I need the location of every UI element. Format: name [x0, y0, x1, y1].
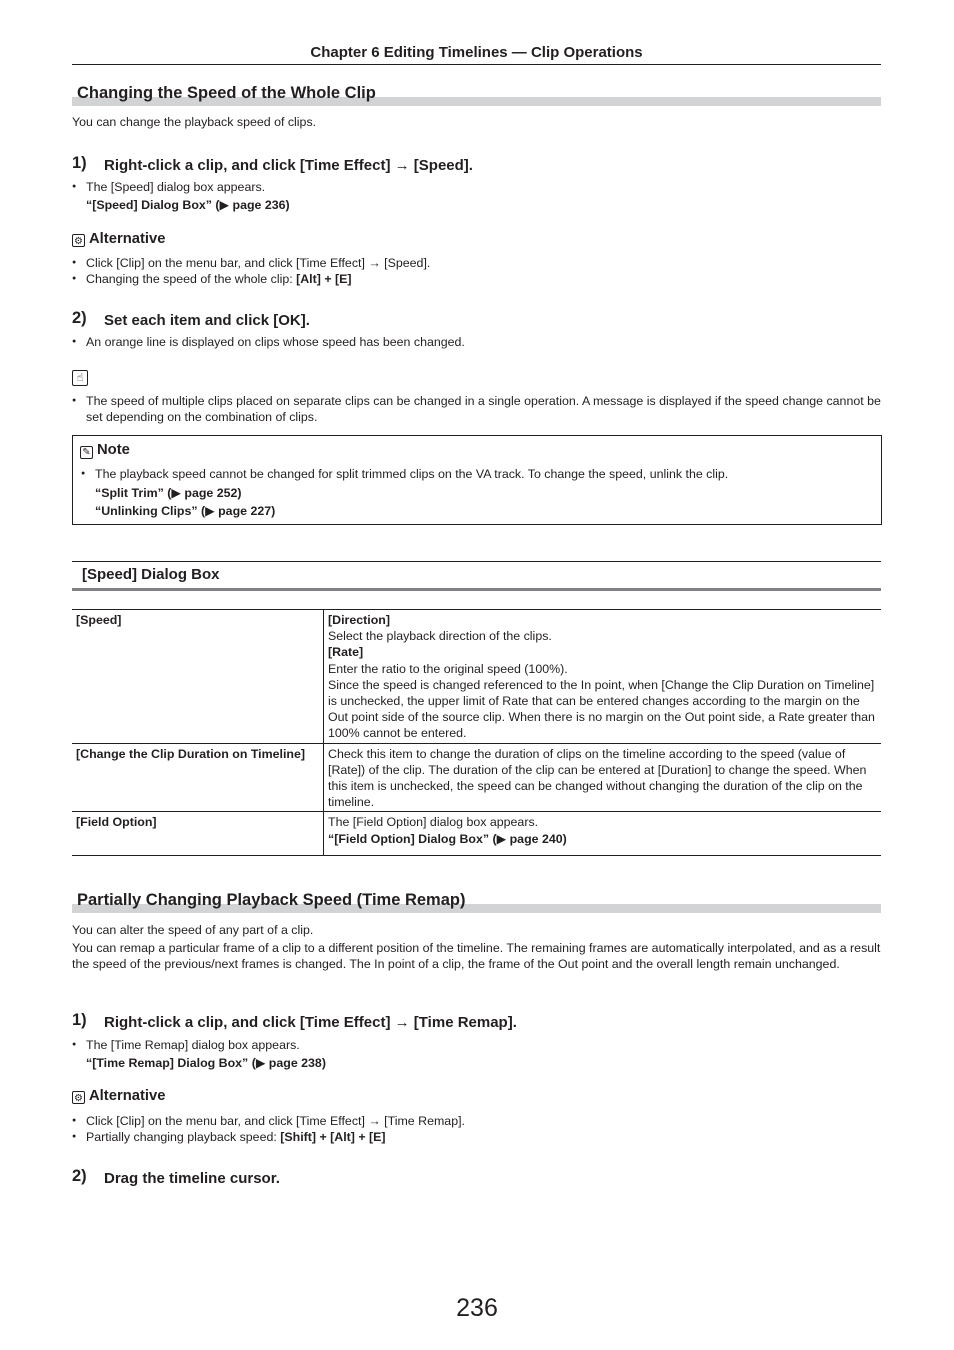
page-reference-link[interactable]: “[Time Remap] Dialog Box” (▶ page 238): [86, 1056, 326, 1070]
step-text: Right-click a clip, and click [Time Effect] → [Speed].: [104, 157, 473, 174]
intro-text: You can alter the speed of any part of a clip.: [72, 923, 314, 937]
table-key-cell: [Speed]: [72, 610, 324, 744]
bullet-item: ● The [Speed] dialog box appears.: [72, 179, 872, 195]
subsection-rule-top: [72, 561, 881, 562]
table-row: [72, 743, 881, 812]
alternative-icon: ⚙: [72, 234, 85, 247]
step-text: Drag the timeline cursor.: [104, 1170, 280, 1187]
note-icon: ✎: [80, 446, 93, 459]
intro-text: You can change the playback speed of clips.: [72, 115, 317, 129]
bullet-item: ● Click [Clip] on the menu bar, and click [Time Effect] → [Speed].: [72, 255, 872, 271]
page-reference-link[interactable]: “Split Trim” (▶ page 252): [95, 486, 242, 500]
table-value-cell: [324, 812, 882, 855]
page-reference-link[interactable]: “[Speed] Dialog Box” (▶ page 236): [86, 198, 290, 212]
item-text: Since the speed is changed referenced to the In point, when [Change the Clip Duration on Timeline] is unchecked, the upper limit of Rate that can be entered changes according to the margin on the Out point side of the source clip. When there is no margin on the Out point side, a Rate greater than 100% cannot be entered.: [328, 677, 875, 741]
intro-text: You can remap a particular frame of a clip to a different position of the timeline. The remaining frames are automatically interpolated, and as a result the speed of the previous/next frames is changed. The In point of a clip, the frame of the Out point and the overall length remain unchanged.: [72, 941, 881, 972]
step-text: Set each item and click [OK].: [104, 312, 310, 329]
chapter-header: Chapter 6 Editing Timelines — Clip Operations: [310, 44, 643, 61]
note-heading: ✎ Note: [80, 442, 130, 459]
page-number: 236: [456, 1294, 498, 1322]
table-value-cell: [324, 610, 882, 744]
item-text: Select the playback direction of the clips.: [328, 629, 552, 644]
item-label: [Rate]: [328, 645, 364, 660]
step-number: 1): [72, 1011, 87, 1029]
page-reference-link[interactable]: “Unlinking Clips” (▶ page 227): [95, 504, 276, 518]
bullet-item: ● An orange line is displayed on clips whose speed has been changed.: [72, 334, 872, 350]
alternative-heading: ⚙ Alternative: [72, 231, 165, 247]
bullet-item: ● Changing the speed of the whole clip: [Alt] + [E]: [72, 271, 872, 287]
table-key-cell: [Change the Clip Duration on Timeline]: [72, 743, 324, 812]
hint-icon: ☝: [72, 370, 88, 386]
shortcut-keys: [Shift] + [Alt] + [E]: [280, 1130, 386, 1144]
step-text: Right-click a clip, and click [Time Effect] → [Time Remap].: [104, 1014, 517, 1031]
step-number: 1): [72, 154, 87, 172]
section-title: Changing the Speed of the Whole Clip: [77, 84, 376, 102]
section-title: Partially Changing Playback Speed (Time Remap): [77, 891, 466, 909]
bullet-item: ● The playback speed cannot be changed for split trimmed clips on the VA track. To change the speed, unlink the clip.: [81, 466, 871, 482]
item-text: The [Field Option] dialog box appears.: [328, 815, 539, 830]
subsection-rule-bottom: [72, 588, 881, 591]
step-number: 2): [72, 1167, 87, 1185]
step-number: 2): [72, 309, 87, 327]
item-label: [Direction]: [328, 613, 390, 627]
bullet-item: ● The [Time Remap] dialog box appears.: [72, 1037, 872, 1053]
table-row: [72, 610, 881, 744]
header-rule: [72, 64, 881, 65]
alternative-heading: ⚙ Alternative: [72, 1088, 165, 1104]
bullet-item: ● The speed of multiple clips placed on separate clips can be changed in a single operation. A message is displayed if the speed change cannot be set depending on the combination of clips.: [72, 393, 881, 425]
alternative-icon: ⚙: [72, 1091, 85, 1104]
table-key-cell: [Field Option]: [72, 812, 324, 855]
table-value-cell: Check this item to change the duration of clips on the timeline according to the speed (value of [Rate]) of the clip. The duration of the clip can be entered at [Duration] to change the speed. When this item is unchecked, the speed can be changed without changing the duration of the clip on the timeline.: [324, 743, 882, 812]
bullet-item: ● Partially changing playback speed: [Shift] + [Alt] + [E]: [72, 1129, 872, 1145]
bullet-item: ● Click [Clip] on the menu bar, and click [Time Effect] → [Time Remap].: [72, 1113, 872, 1129]
subsection-title: [Speed] Dialog Box: [82, 566, 220, 583]
shortcut-keys: [Alt] + [E]: [296, 272, 352, 286]
table-row: [72, 812, 881, 855]
speed-dialog-table: [72, 609, 881, 856]
item-text: Enter the ratio to the original speed (100%).: [328, 661, 568, 676]
page-reference-link[interactable]: “[Field Option] Dialog Box” (▶ page 240): [328, 831, 567, 846]
